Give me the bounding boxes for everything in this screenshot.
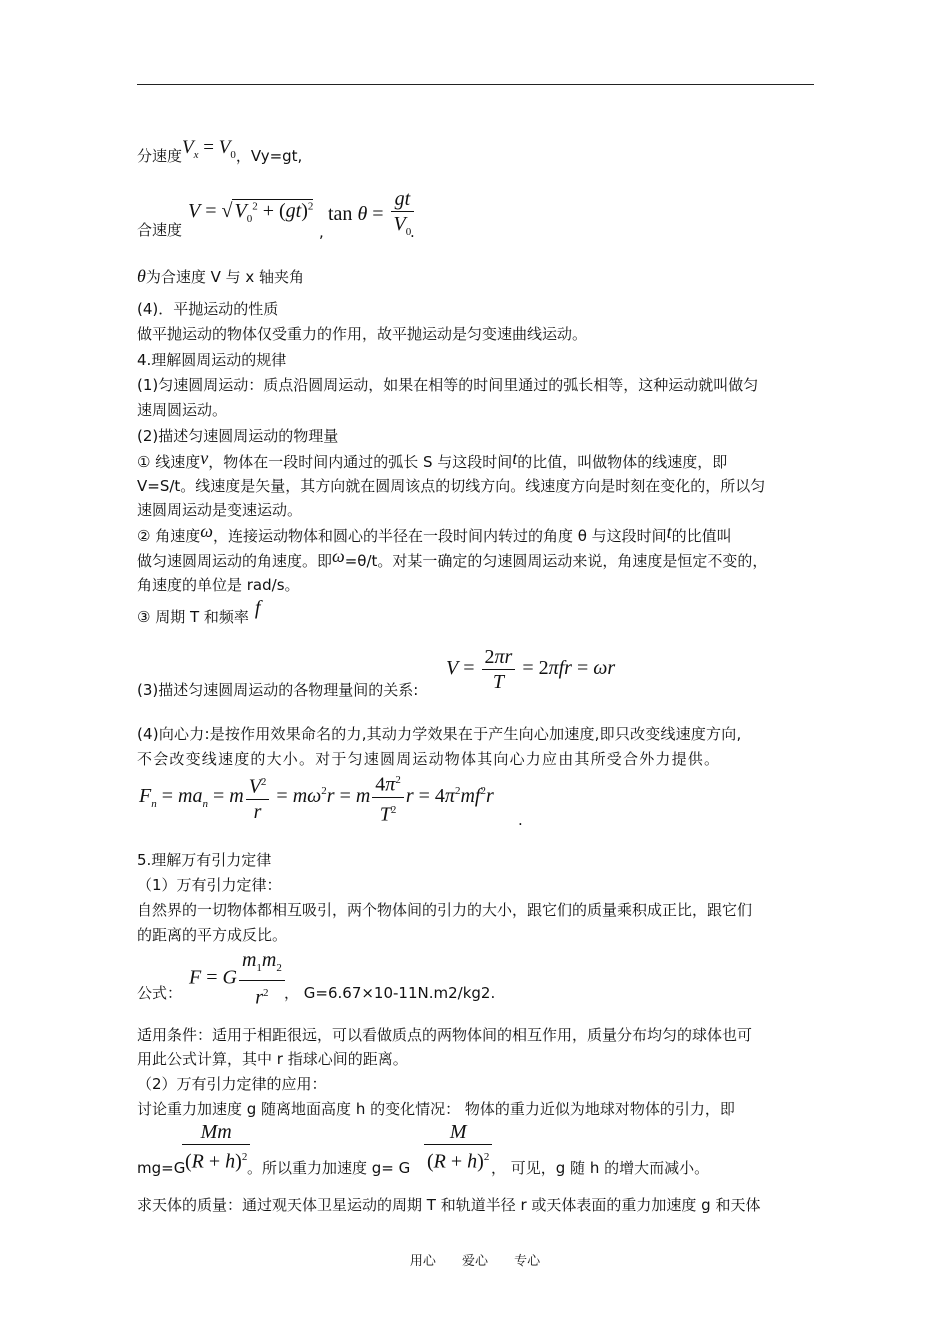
theta-symbol: θ xyxy=(137,266,146,286)
text-line: 适用条件：适用于相距很远，可以看做质点的两物体间的相互作用，质量分布均匀的球体也可 xyxy=(137,1026,753,1044)
text-line: 求天体的质量：通过观天体卫星运动的周期 T 和轨道半径 r 或天体表面的重力加速度 g 和天体 xyxy=(137,1196,761,1214)
label: 做匀速圆周运动的角速度。即 xyxy=(137,552,333,570)
label: =θ/t。对某一确定的匀速圆周运动来说，角速度是恒定不变的， xyxy=(344,552,768,570)
label: ② 角速度 xyxy=(137,527,201,545)
label: ，物体在一段时间内通过的弧长 S 与这段时间 xyxy=(208,453,513,471)
heading: 4.理解圆周运动的规律 xyxy=(137,351,287,369)
text-line: (4)向心力:是按作用效果命名的力,其动力学效果在于产生向心加速度,即只改变线速度方向, xyxy=(137,725,742,743)
formula-circular-relations: V = $\frac{2\pi r}{T}$ = 2πfr = ωr xyxy=(446,646,616,693)
formula-vx: $V_x = V_0$ xyxy=(182,137,236,161)
text-line xyxy=(137,448,827,472)
text-line xyxy=(137,546,827,571)
text-line: 。所以重力加速度 g= G xyxy=(247,1159,411,1177)
text-line: 做平抛运动的物体仅受重力的作用，故平抛运动是匀变速曲线运动。 xyxy=(137,325,588,343)
formula-mg: $\frac{Mm}{(R + h)^2}$ xyxy=(180,1120,252,1174)
text-line: mg=G xyxy=(137,1159,186,1177)
text-comma: , xyxy=(319,223,324,241)
label: 为合速度 V 与 x 轴夹角 xyxy=(145,268,305,286)
text-line: 自然界的一切物体都相互吸引，两个物体间的引力的大小，跟它们的质量乘积成正比，跟它们 xyxy=(137,901,753,919)
text-line xyxy=(137,521,827,546)
label: 分速度 xyxy=(137,147,183,165)
f-symbol: f xyxy=(254,597,261,619)
label: ③ 周期 T 和频率 xyxy=(137,608,249,626)
page-footer: 用心 爱心 专心 xyxy=(409,1254,541,1269)
gravitational-constant: ， G=6.67×10-11N.m2/kg2. xyxy=(284,984,496,1002)
omega-symbol: ω xyxy=(200,521,213,541)
text-line: （2）万有引力定律的应用： xyxy=(137,1075,327,1093)
label: 合速度 xyxy=(137,221,183,239)
label: ，Vy=gt, xyxy=(235,147,303,165)
text-line: 公式： xyxy=(137,984,183,1002)
text-line: (2)描述匀速圆周运动的物理量 xyxy=(137,427,339,445)
label: ，连接运动物体和圆心的半径在一段时间内转过的角度 θ 与这段时间 xyxy=(212,527,667,545)
text-line: V=S/t。线速度是矢量，其方向就在圆周该点的切线方向。线速度方向是时刻在变化的，所以匀 xyxy=(137,477,766,495)
text-line: (1)匀速圆周运动：质点沿圆周运动，如果在相等的时间里通过的弧长相等，这种运动就叫做匀 xyxy=(137,376,759,394)
text-line: (4)．平抛运动的性质 xyxy=(137,300,279,318)
text-period: . xyxy=(410,223,415,241)
text-line: 用此公式计算，其中 r 指球心间的距离。 xyxy=(137,1050,408,1068)
text-line: 速周圆运动。 xyxy=(137,401,228,419)
formula-gravitation: F = G $\frac{m_1m_2}{r^2}$ xyxy=(189,948,287,1010)
v-symbol: v xyxy=(200,448,209,468)
header-rule xyxy=(137,84,814,85)
formula-tan-theta: tan θ = $\frac{gt}{V_0}$ xyxy=(328,187,416,244)
formula-resultant-velocity: V = √ $V_0^2 + (gt)^2$ xyxy=(188,200,314,225)
t-symbol: t xyxy=(666,522,672,542)
t-symbol: t xyxy=(512,448,518,468)
heading: 5.理解万有引力定律 xyxy=(137,851,272,869)
text-line xyxy=(137,266,827,287)
label: 的比值叫 xyxy=(671,527,732,545)
text-line: 的距离的平方成反比。 xyxy=(137,926,288,944)
label: 的比值，叫做物体的线速度，即 xyxy=(517,453,728,471)
text-line xyxy=(137,137,827,173)
formula-centripetal-force: $F_n = ma_n = m$ $\frac{V^2}{r}$ = $m\omega^2r = m$ $\frac{4\pi^2}{T^2}$ $r = 4\pi^2mf^2r$ xyxy=(139,768,494,826)
text-line: 不会改变线速度的大小。对于匀速圆周运动物体其向心力应由其所受合外力提供。 xyxy=(137,750,721,768)
text-line: 速圆周运动是变速运动。 xyxy=(137,501,303,519)
text-line xyxy=(137,597,827,627)
text-line: 讨论重力加速度 g 随离地面高度 h 的变化情况： 物体的重力近似为地球对物体的引力，即 xyxy=(137,1100,735,1118)
text-line: ， 可见，g 随 h 的增大而减小。 xyxy=(491,1159,710,1177)
omega-symbol: ω xyxy=(332,546,345,566)
text-line: 角速度的单位是 rad/s。 xyxy=(137,576,300,594)
text-line: (3)描述匀速圆周运动的各物理量间的关系: xyxy=(137,681,419,699)
text-line: （1）万有引力定律： xyxy=(137,876,282,894)
formula-g: $\frac{M}{(R + h)^2}$ xyxy=(422,1120,494,1174)
text-period: . xyxy=(518,811,523,829)
label: ① 线速度 xyxy=(137,453,201,471)
